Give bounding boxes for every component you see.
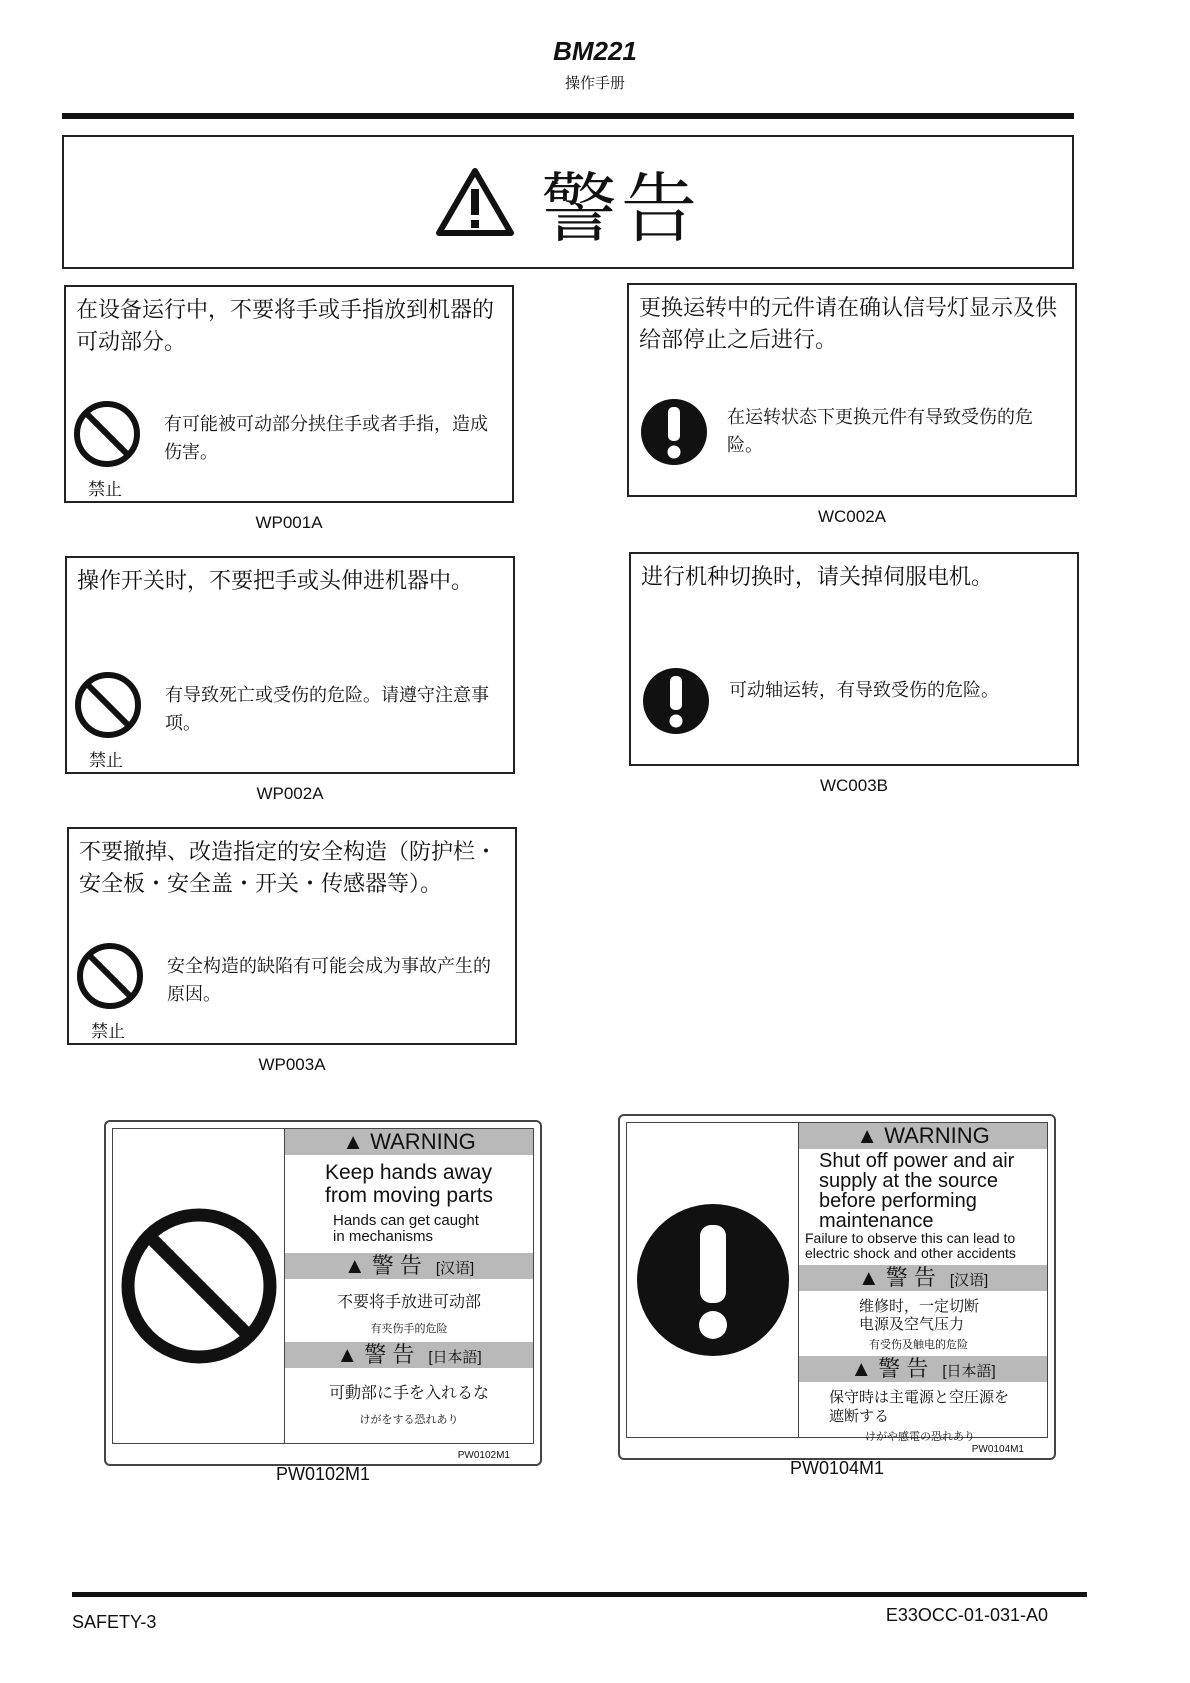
jp-main-line: 遮断する bbox=[829, 1407, 890, 1425]
en-main-line: Shut off power and air bbox=[819, 1150, 1015, 1172]
en-sub-line: in mechanisms bbox=[333, 1228, 434, 1245]
en-warning-header bbox=[285, 1129, 533, 1155]
panel-title: 进行机种切换时，请关掉伺服电机。 bbox=[641, 565, 994, 590]
jp-sub-line: けがをする恐れあり bbox=[359, 1413, 459, 1426]
cn-main-line: 电源及空气压力 bbox=[859, 1315, 965, 1333]
warning-triangle-icon: ▲ bbox=[342, 1129, 365, 1154]
prohibition-icon bbox=[73, 670, 143, 740]
en-sub-line: Failure to observe this can lead to bbox=[805, 1230, 1016, 1246]
warning-triangle-icon: ▲ bbox=[336, 1342, 359, 1367]
panel-title: 操作开关时，不要把手或头伸进机器中。 bbox=[77, 569, 474, 594]
label-text-area bbox=[285, 1129, 533, 1443]
cn-section bbox=[285, 1279, 533, 1342]
cn-warning-header bbox=[799, 1265, 1047, 1291]
label-inner-frame bbox=[626, 1122, 1048, 1443]
en-main-line: before performing bbox=[819, 1190, 977, 1212]
exclamation-icon bbox=[641, 666, 711, 736]
cn-language-tag: [汉语] bbox=[435, 1260, 475, 1277]
en-sub-line: Hands can get caught bbox=[333, 1212, 479, 1229]
warning-triangle-icon: ▲ bbox=[850, 1356, 873, 1381]
en-section bbox=[285, 1155, 533, 1249]
panel-title: 在设备运行中，不要将手或手指放到机器的可动部分。 bbox=[76, 298, 495, 355]
jp-warning-header bbox=[285, 1342, 533, 1368]
prohibition-label: 禁止 bbox=[88, 480, 122, 500]
header-rule bbox=[62, 113, 1074, 119]
en-head-text: WARNING bbox=[884, 1123, 990, 1148]
panel-code: WP001A bbox=[255, 513, 323, 532]
en-sub-line: electric shock and other accidents bbox=[805, 1245, 1016, 1261]
warning-panel-wp001a bbox=[64, 285, 514, 503]
cn-warning-header bbox=[285, 1253, 533, 1279]
prohibition-icon bbox=[75, 941, 145, 1011]
footer-doc-code: E33OCC-01-031-A0 bbox=[885, 1605, 1048, 1625]
manual-subtitle: 操作手册 bbox=[564, 74, 625, 92]
prohibition-icon bbox=[72, 399, 142, 469]
exclamation-icon bbox=[639, 397, 709, 467]
warning-label-pw0102m1 bbox=[104, 1120, 542, 1466]
model-title: BM221 bbox=[553, 36, 637, 66]
warning-panel-wc003b bbox=[629, 552, 1079, 766]
jp-language-tag: [日本語] bbox=[428, 1349, 482, 1366]
warning-panel-wc002a bbox=[627, 283, 1077, 497]
jp-section bbox=[799, 1382, 1047, 1444]
cn-language-tag: [汉语] bbox=[949, 1272, 989, 1289]
panel-title: 更换运转中的元件请在确认信号灯显示及供给部停止之后进行。 bbox=[639, 296, 1058, 353]
cn-head-text: 警 告 bbox=[371, 1253, 422, 1278]
warning-label-pw0104m1 bbox=[618, 1114, 1056, 1460]
en-main-line: Keep hands away bbox=[325, 1161, 492, 1184]
cn-sub-line: 有受伤及触电的危险 bbox=[869, 1338, 968, 1351]
warning-triangle-icon bbox=[435, 167, 515, 237]
cn-head-text: 警 告 bbox=[885, 1265, 936, 1290]
en-warning-header bbox=[799, 1123, 1047, 1149]
panel-description: 可动轴运转，有导致受伤的危险。 bbox=[729, 680, 999, 701]
panel-description: 安全构造的缺陷有可能会成为事故产生的原因。 bbox=[167, 956, 491, 1005]
banner-title: 警告 bbox=[541, 163, 701, 253]
panel-description: 有可能被可动部分挟住手或者手指，造成伤害。 bbox=[164, 414, 488, 463]
cn-main-line: 不要将手放进可动部 bbox=[336, 1292, 481, 1311]
jp-section bbox=[285, 1368, 533, 1427]
label-symbol-area bbox=[627, 1123, 799, 1437]
jp-head-text: 警 告 bbox=[364, 1342, 415, 1367]
label-small-code: PW0104M1 bbox=[971, 1444, 1024, 1455]
en-main-line: supply at the source bbox=[819, 1170, 998, 1192]
jp-main-line: 可動部に手を入れるな bbox=[328, 1383, 489, 1402]
warning-triangle-icon: ▲ bbox=[856, 1123, 879, 1148]
en-main-line: maintenance bbox=[819, 1210, 934, 1232]
warning-panel-wp002a bbox=[65, 556, 515, 774]
exclamation-icon bbox=[634, 1201, 792, 1359]
cn-main-line: 维修时，一定切断 bbox=[859, 1297, 980, 1315]
cn-section bbox=[799, 1291, 1047, 1356]
panel-code: WP003A bbox=[258, 1055, 326, 1074]
warning-triangle-icon: ▲ bbox=[343, 1253, 366, 1278]
label-code: PW0104M1 bbox=[790, 1458, 885, 1478]
warning-triangle-icon: ▲ bbox=[857, 1265, 880, 1290]
panel-description: 在运转状态下更换元件有导致受伤的危险。 bbox=[727, 407, 1033, 456]
jp-main-line: 保守時は主電源と空圧源を bbox=[829, 1388, 1010, 1406]
panel-code: WC003B bbox=[819, 776, 889, 795]
prohibition-label: 禁止 bbox=[89, 751, 123, 771]
panel-description: 有导致死亡或受伤的危险。请遵守注意事项。 bbox=[165, 685, 489, 734]
label-symbol-area bbox=[113, 1129, 285, 1443]
jp-language-tag: [日本語] bbox=[942, 1363, 996, 1380]
label-small-code: PW0102M1 bbox=[457, 1450, 510, 1461]
panel-code: WC002A bbox=[817, 507, 887, 526]
panel-title: 不要撤掉、改造指定的安全构造（防护栏・安全板・安全盖・开关・传感器等）。 bbox=[79, 840, 498, 897]
en-head-text: WARNING bbox=[370, 1129, 476, 1154]
jp-warning-header bbox=[799, 1356, 1047, 1382]
prohibition-label: 禁止 bbox=[91, 1022, 125, 1042]
panel-code: WP002A bbox=[256, 784, 324, 803]
footer-rule bbox=[72, 1592, 1087, 1597]
jp-head-text: 警 告 bbox=[878, 1356, 929, 1381]
warning-panel-wp003a bbox=[67, 827, 517, 1045]
en-section bbox=[799, 1149, 1047, 1263]
label-inner-frame bbox=[112, 1128, 534, 1444]
jp-sub-line: けがや感電の恐れあり bbox=[865, 1430, 975, 1443]
cn-sub-line: 有夹伤手的危险 bbox=[370, 1322, 448, 1335]
label-text-area bbox=[799, 1123, 1047, 1443]
label-code: PW0102M1 bbox=[276, 1464, 371, 1484]
prohibition-icon bbox=[120, 1207, 278, 1365]
en-main-line: from moving parts bbox=[325, 1184, 494, 1207]
warning-banner bbox=[62, 135, 1074, 269]
footer-page-label: SAFETY-3 bbox=[72, 1612, 157, 1632]
